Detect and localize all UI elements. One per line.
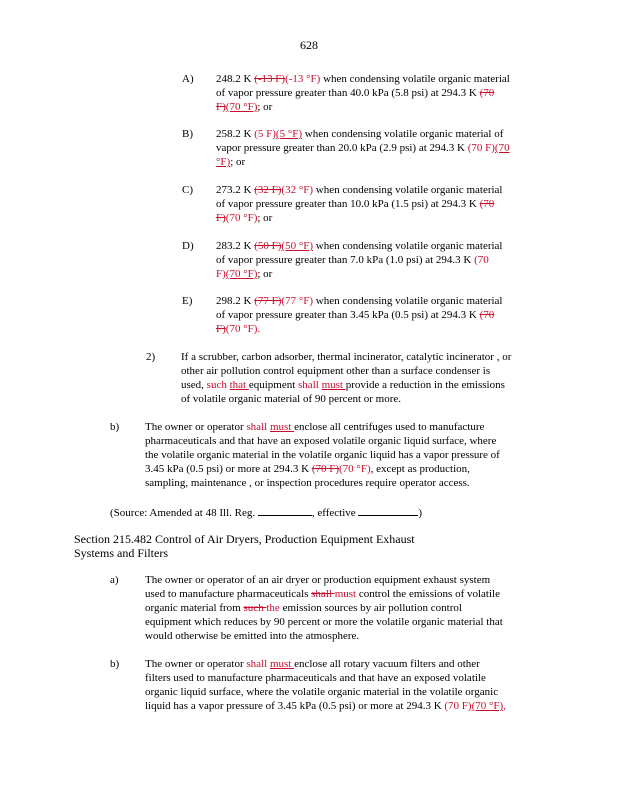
item-2-label: 2) — [146, 351, 156, 363]
item-c-text: 273.2 K (32 F)(32 °F) when condensing volatile organic material of vapor pressure greater than 10.0 kPa (1.5 psi) at 294.3 K (70 F)(70 °F); or — [216, 184, 503, 224]
source-note: (Source: Amended at 48 Ill. Reg. , effective ) — [110, 507, 423, 519]
item-a-label: A) — [182, 73, 194, 85]
item-b-label: B) — [182, 128, 193, 140]
item-e-text: 298.2 K (77 F)(77 °F) when condensing volatile organic material of vapor pressure greater than 3.45 kPa (0.5 psi) at 294.3 K (70 F)(70 °F). — [216, 295, 503, 335]
para-b2-label: b) — [110, 658, 120, 670]
para-a2-label: a) — [110, 574, 119, 586]
para-a2-text: The owner or operator of an air dryer or production equipment exhaust system used to manufacture pharmaceuticals shall must control the emissions of volatile organic material from such the emission sources by air pollution control equipment which reduces by 90 percent or more the volatile organic material that would otherwise be emitted into the atmosphere. — [145, 574, 503, 642]
item-d-text: 283.2 K (50 F)(50 °F) when condensing volatile organic material of vapor pressure greater than 7.0 kPa (1.0 psi) at 294.3 K (70 F)(70 °F); or — [216, 240, 503, 280]
para-b1-text: The owner or operator shall must enclose all centrifuges used to manufacture pharmaceuticals and that have an exposed volatile organic liquid surface, where the volatile organic material in the volatile organic liquid has a vapor pressure of 3.45 kPa (0.5 psi) or more at 294.3 K (70 F)(70 °F), except as production, sampling, maintenance , or inspection procedures require operator access. — [145, 421, 500, 489]
para-b1-label: b) — [110, 421, 120, 433]
item-a-text: 248.2 K (-13 F)(-13 °F) when condensing volatile organic material of vapor pressure greater than 40.0 kPa (5.8 psi) at 294.3 K (70 F)(70 °F); or — [216, 73, 510, 113]
item-d-label: D) — [182, 240, 194, 252]
item-b-text: 258.2 K (5 F)(5 °F) when condensing volatile organic material of vapor pressure greater than 20.0 kPa (2.9 psi) at 294.3 K (70 F)(70 °F); or — [216, 128, 510, 168]
item-c-label: C) — [182, 184, 193, 196]
para-b2-text: The owner or operator shall must enclose all rotary vacuum filters and other filters used to manufacture pharmaceuticals and that have an exposed volatile organic liquid surface, where the volatile organic material in the volatile organic liquid has a vapor pressure of 3.45 kPa (0.5 psi) or more at 294.3 K (70 F)(70 °F), — [145, 658, 506, 712]
section-heading: Section 215.482 Control of Air Dryers, Production Equipment Exhaust Systems and Filters — [74, 532, 415, 560]
item-2-text: If a scrubber, carbon adsorber, thermal incinerator, catalytic incinerator , or other air pollution control equipment other than a surface condenser is used, such that equipment shall must provide a reduction in the emissions of volatile organic material of 90 percent or more. — [181, 351, 512, 405]
page-number: 628 — [300, 38, 318, 52]
item-e-label: E) — [182, 295, 193, 307]
